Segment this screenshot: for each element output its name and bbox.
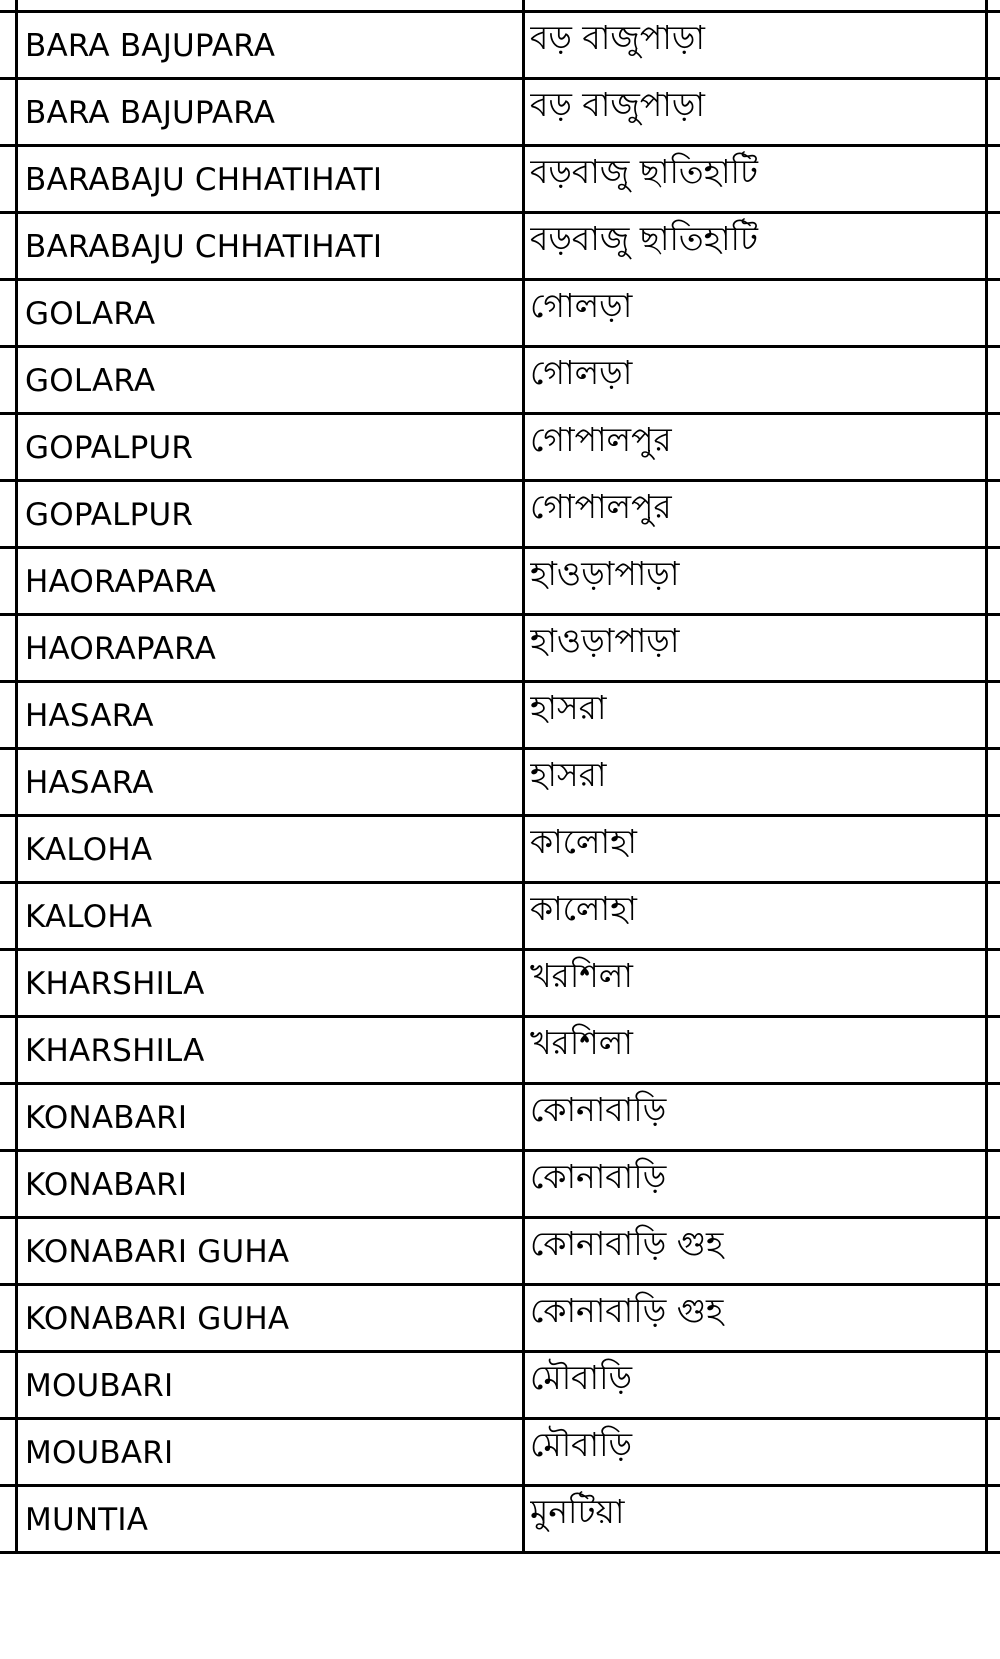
english-name-cell: MUNTIA xyxy=(25,1501,149,1538)
english-name-cell: KONABARI xyxy=(25,1166,188,1203)
english-name-cell: KONABARI GUHA xyxy=(25,1300,290,1337)
bengali-name-cell: হাসরা xyxy=(530,754,607,794)
bengali-name-cell: কোনাবাড়ি গুহ xyxy=(530,1290,724,1330)
bengali-name-cell: খরশিলা xyxy=(530,1022,633,1062)
bengali-name-cell: মৌবাড়ি xyxy=(530,1357,633,1397)
bengali-name-cell: হাওড়াপাড়া xyxy=(530,553,680,593)
english-name-cell: GOPALPUR xyxy=(25,429,194,466)
bengali-name-cell: বড়বাজু ছাতিহাটি xyxy=(530,218,758,258)
bengali-name-cell: কালোহা xyxy=(530,821,637,861)
english-name-cell: BARABAJU CHHATIHATI xyxy=(25,228,383,265)
english-name-cell: BARA BAJUPARA xyxy=(25,94,276,131)
bengali-name-cell: কোনাবাড়ি গুহ xyxy=(530,1223,724,1263)
bengali-name-cell: বড়বাজু ছাতিহাটি xyxy=(530,151,758,191)
bengali-name-cell: কোনাবাড়ি xyxy=(530,1156,667,1196)
english-name-cell: KHARSHILA xyxy=(25,965,205,1002)
bengali-name-cell: মৌবাড়ি xyxy=(530,1424,633,1464)
bengali-name-cell: হাসরা xyxy=(530,687,607,727)
table-column-border xyxy=(522,0,525,1554)
english-name-cell: HASARA xyxy=(25,764,154,801)
english-name-cell: HAORAPARA xyxy=(25,630,217,667)
bengali-name-cell: বড় বাজুপাড়া xyxy=(530,84,705,124)
english-name-cell: MOUBARI xyxy=(25,1434,174,1471)
english-name-cell: GOLARA xyxy=(25,362,156,399)
english-name-cell: KALOHA xyxy=(25,898,153,935)
bengali-name-cell: খরশিলা xyxy=(530,955,633,995)
english-name-cell: KONABARI GUHA xyxy=(25,1233,290,1270)
english-name-cell: KHARSHILA xyxy=(25,1032,205,1069)
english-name-cell: GOPALPUR xyxy=(25,496,194,533)
bengali-name-cell: গোলড়া xyxy=(530,352,633,392)
english-name-cell: HAORAPARA xyxy=(25,563,217,600)
bengali-name-cell: কালোহা xyxy=(530,888,637,928)
bengali-name-cell: হাওড়াপাড়া xyxy=(530,620,680,660)
english-name-cell: BARABAJU CHHATIHATI xyxy=(25,161,383,198)
bengali-name-cell: গোলড়া xyxy=(530,285,633,325)
english-name-cell: HASARA xyxy=(25,697,154,734)
english-name-cell: BARA BAJUPARA xyxy=(25,27,276,64)
bengali-name-cell: কোনাবাড়ি xyxy=(530,1089,667,1129)
table-column-border xyxy=(985,0,988,1554)
english-name-cell: MOUBARI xyxy=(25,1367,174,1404)
english-name-cell: KALOHA xyxy=(25,831,153,868)
bengali-name-cell: গোপালপুর xyxy=(530,419,672,459)
english-name-cell: KONABARI xyxy=(25,1099,188,1136)
english-name-cell: GOLARA xyxy=(25,295,156,332)
bengali-name-cell: গোপালপুর xyxy=(530,486,672,526)
table-column-border xyxy=(15,0,18,1554)
bengali-name-cell: মুনটিয়া xyxy=(530,1491,625,1531)
bengali-name-cell: বড় বাজুপাড়া xyxy=(530,17,705,57)
